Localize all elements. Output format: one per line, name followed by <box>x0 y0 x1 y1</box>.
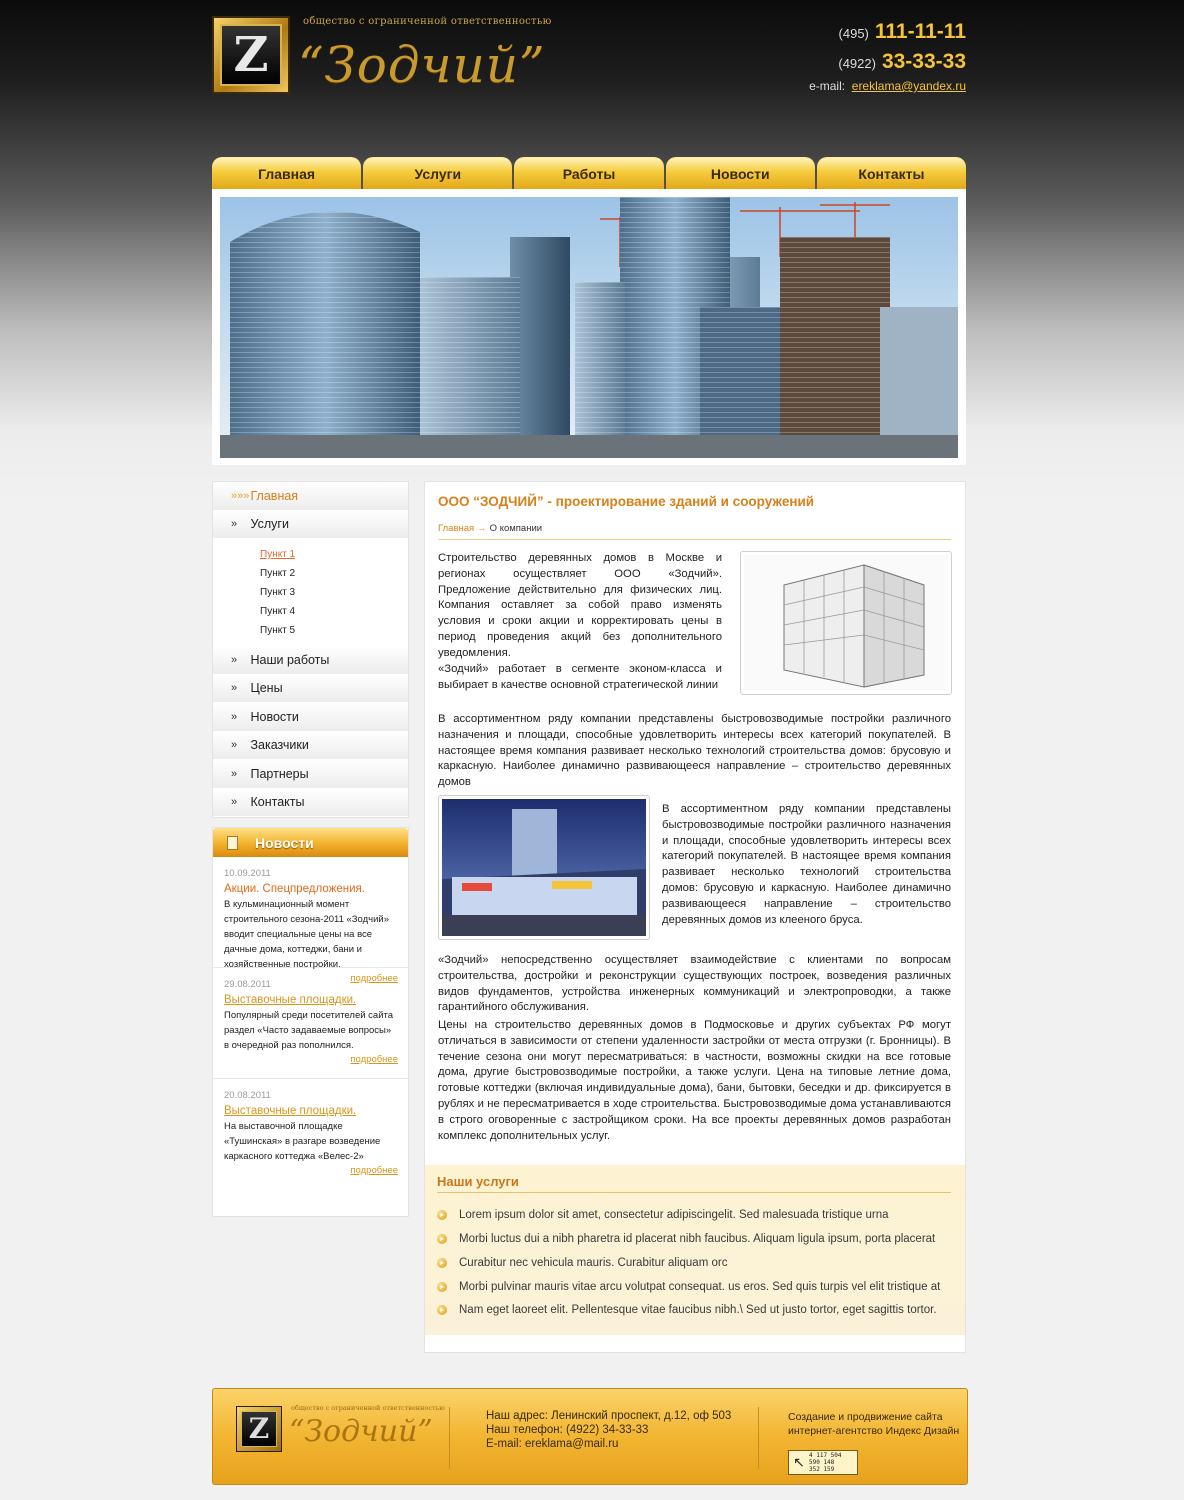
banner-image <box>220 197 958 458</box>
paragraph-5: «Зодчий» непосредственно осуществляет взаимодействие с клиентами по вопросам строительства, достройки и реконструкции существующих построек, возведения различных видов фундаментов, устройства инженерных коммуникаций и электропроводки, а также гарантийного обслуживания. <box>438 954 951 1014</box>
bullet-arrow-icon <box>437 1305 447 1315</box>
footer-contacts <box>486 1409 731 1451</box>
news-date: 20.08.2011 <box>224 1090 271 1101</box>
nav-tab-contacts[interactable]: Контакты <box>817 157 966 189</box>
arrow-icon: » <box>231 653 238 666</box>
service-item[interactable]: Curabitur nec vehicula mauris. Curabitur aliquam orc <box>437 1257 727 1269</box>
footer-company-name: “Зодчий” <box>289 1414 433 1449</box>
news-text: Популярный среди посетителей сайта раздел «Часто задаваемые вопросы» в очередной раз пополнился. <box>224 1010 394 1051</box>
breadcrumb-home[interactable]: Главная <box>438 523 475 534</box>
header-email: e-mail: ereklama@yandex.ru <box>809 79 966 93</box>
footer-tagline: общество с ограниченной ответственностью <box>291 1404 445 1412</box>
news-title[interactable]: Выставочные площадки. <box>224 1105 357 1117</box>
footer-divider <box>758 1407 759 1469</box>
phone-2: (4922) 33-33-33 <box>838 50 966 73</box>
footer-phone: Наш телефон: (4922) 34-33-33 <box>486 1424 649 1436</box>
arrow-icon: » <box>231 767 238 780</box>
news-title[interactable]: Акции. Спецпредложения. <box>224 883 365 895</box>
arrow-right-icon: → <box>477 523 487 534</box>
phone-1: (495) 111-11-11 <box>838 20 966 43</box>
nav-tab-works[interactable]: Работы <box>514 157 663 189</box>
logo-letter: Z <box>220 24 282 86</box>
arrow-icon: » <box>231 710 238 723</box>
sidebar-item-contacts[interactable]: » Контакты <box>213 789 408 818</box>
footer-divider <box>449 1407 450 1469</box>
bullet-arrow-icon <box>437 1282 447 1292</box>
sidebar-item-services[interactable]: » Услуги <box>213 511 408 540</box>
bullet-arrow-icon <box>437 1258 447 1268</box>
visitor-counter[interactable] <box>788 1450 858 1475</box>
submenu-item-4[interactable]: Пункт 4 <box>260 606 296 617</box>
sidebar-menu <box>212 481 409 818</box>
news-item <box>213 968 408 1079</box>
service-item[interactable]: Morbi luctus dui a nibh pharetra id placerat nibh faucibus. Aliquam ligula ipsum, porta placerat <box>437 1233 935 1245</box>
footer-developer[interactable]: Создание и продвижение сайта интернет-агентство Индекс Дизайн <box>788 1411 960 1437</box>
company-name: “Зодчий” <box>298 36 546 94</box>
paragraph-3: В ассортиментном ряду компании представлены быстровозводимые постройки различного назначения и площади, способные удовлетворить интересы всех категорий покупателей. В настоящее время компания развивает несколько технологий строительства домов: брусовую и каркасную. Наиболее динамично развивающееся направление – строительство деревянных домов <box>438 713 951 789</box>
skyscrapers-illustration <box>220 197 958 458</box>
sidebar-item-home[interactable]: »»» Главная <box>213 482 408 511</box>
paragraph-2: «Зодчий» работает в сегменте эконом-класса и выбирает в качестве основной стратегической линии <box>438 663 722 691</box>
news-item <box>213 1079 408 1190</box>
bullet-arrow-icon <box>437 1210 447 1220</box>
news-date: 10.09.2011 <box>224 868 271 879</box>
submenu-item-2[interactable]: Пункт 2 <box>260 568 296 579</box>
services-divider <box>437 1192 951 1193</box>
news-text: На выставочной площадке «Тушинская» в разгаре возведение каркасного коттеджа «Велес-2» <box>224 1121 381 1162</box>
nav-tab-services[interactable]: Услуги <box>363 157 512 189</box>
arrow-icon: »»» <box>231 489 250 502</box>
services-submenu <box>213 539 408 646</box>
service-item[interactable]: Morbi pulvinar mauris vitae arcu volutpat consequat. us eros. Sed quis turpis vel elit tristique at <box>437 1281 940 1293</box>
arrow-up-left-icon: ↖ <box>793 1454 805 1470</box>
arrow-icon: » <box>231 739 238 752</box>
email-link[interactable]: ereklama@yandex.ru <box>851 79 966 93</box>
service-item[interactable]: Lorem ipsum dolor sit amet, consectetur adipiscingelit. Sed malesuada tristique urna <box>437 1209 889 1221</box>
submenu-item-3[interactable]: Пункт 3 <box>260 587 296 598</box>
footer-logo[interactable]: Z <box>236 1406 282 1452</box>
sidebar-item-our-works[interactable]: » Наши работы <box>213 646 408 675</box>
footer <box>212 1388 968 1485</box>
bullet-arrow-icon <box>437 1234 447 1244</box>
news-header: Новости <box>213 828 408 857</box>
breadcrumb-current: О компании <box>489 523 543 534</box>
services-section <box>425 1165 965 1335</box>
company-tagline: общество с ограниченной ответственностью <box>303 16 552 27</box>
arrow-icon: » <box>231 796 238 809</box>
news-item <box>213 857 408 984</box>
logo[interactable] <box>212 16 290 94</box>
news-title[interactable]: Выставочные площадки. <box>224 994 357 1006</box>
news-box <box>212 827 409 1217</box>
sidebar-item-news[interactable]: » Новости <box>213 703 408 732</box>
sidebar-item-clients[interactable]: » Заказчики <box>213 732 408 761</box>
arrow-icon: » <box>231 682 238 695</box>
sidebar-item-partners[interactable]: » Партнеры <box>213 760 408 789</box>
paragraph-6: Цены на строительство деревянных домов в Подмосковье и других субъектах РФ могут отличаться в зависимости от степени удаленности застройки от места отгрузки (г. Бронницы). В течение сезона они могут пересматриваться: в частности, возможны скидки на все готовые дома, другие быстровозводимые постройки, а также услуги. Цена на типовые летние дома, готовые коттеджи (включая индивидуальные дома), бани, бытовки, беседки и др. фиксируется в рублях и не пересматривается в ходе строительства. Быстровозводимые дома устанавливаются в строго оговоренные с застройщиком сроки. На все проекты деревянных домов разработан комплекс дополнительных услуг. <box>438 1019 951 1142</box>
news-text: В кульминационный момент строительного сезона-2011 «Зодчий» вводит специальные цены на все дачные дома, коттеджи, бани и хозяйственные постройки. <box>224 899 389 970</box>
main-nav <box>212 157 966 189</box>
title-divider <box>438 539 951 540</box>
nav-tab-news[interactable]: Новости <box>666 157 815 189</box>
paragraph-4: В ассортиментном ряду компании представлены быстровозводимые постройки различного назначения и площади, способные удовлетворить интересы всех категорий покупателей. В настоящее время компания развивает несколько технологий строительства домов: брусовую и каркасную. Наиболее динамично развивающееся направление – строительство деревянных домов из клееного бруса. <box>662 803 951 926</box>
page-title: ООО “ЗОДЧИЙ” - проектирование зданий и сооружений <box>438 494 815 509</box>
news-date: 29.08.2011 <box>224 979 271 990</box>
submenu-item-5[interactable]: Пункт 5 <box>260 625 296 636</box>
mall-render-image <box>438 795 650 940</box>
footer-address: Наш адрес: Ленинский проспект, д.12, оф 503 <box>486 1410 732 1422</box>
submenu-item-1[interactable]: Пункт 1 <box>260 549 296 560</box>
document-icon <box>227 836 238 850</box>
news-more-link[interactable]: подробнее <box>350 973 398 984</box>
news-more-link[interactable]: подробнее <box>350 1165 398 1176</box>
services-title: Наши услуги <box>437 1174 519 1189</box>
main-content <box>424 481 966 1353</box>
phones <box>838 20 966 80</box>
banner-frame <box>212 189 966 465</box>
nav-tab-home[interactable]: Главная <box>212 157 361 189</box>
paragraph-1: Строительство деревянных домов в Москве и регионах осуществляет ООО «Зодчий». Предложение действительно для физических лиц. Компания оставляет за собой право изменять условия и сроки акции и корректировать цены в период проведения акций без дополнительного уведомления. <box>438 552 722 659</box>
counter-values: 4 117 504 590 148 352 159 <box>809 1452 842 1473</box>
footer-email[interactable]: E-mail: ereklama@mail.ru <box>486 1438 619 1450</box>
arrow-icon: » <box>231 518 238 531</box>
service-item[interactable]: Nam eget laoreet elit. Pellentesque vitae faucibus nibh.\ Sed ut justo tortor, eget sagittis tortor. <box>437 1304 937 1316</box>
news-more-link[interactable]: подробнее <box>350 1054 398 1065</box>
breadcrumb <box>438 523 542 534</box>
sidebar-item-prices[interactable]: » Цены <box>213 675 408 704</box>
building-sketch-image <box>740 551 952 695</box>
